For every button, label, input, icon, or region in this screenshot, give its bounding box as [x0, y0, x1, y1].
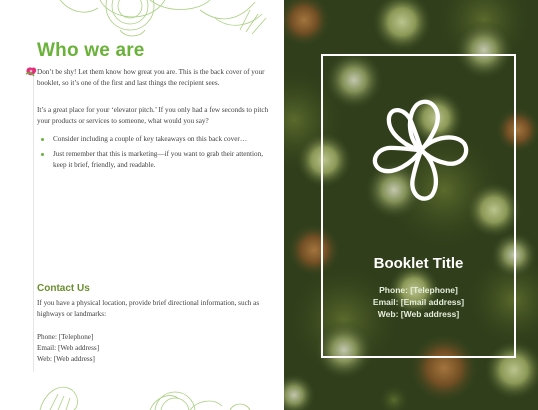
cover-email: Email: [Email address] — [372, 297, 465, 307]
margin-rule — [33, 72, 34, 372]
list-item-text: Consider including a couple of key takeaways on this back cover… — [53, 135, 248, 143]
contact-details — [37, 332, 99, 365]
page-title: Who we are — [37, 40, 145, 61]
list-item-text: Just remember that this is marketing—if you want to grab their attention, keep it brief, friendly, and readable. — [53, 150, 263, 170]
cover-phone: Phone: [Telephone] — [379, 285, 458, 295]
pitch-paragraph: It’s a great place for your ‘elevator pitch.’ If you only had a few seconds to pitch your products or services to someone, what would you say? — [37, 106, 269, 126]
contact-intro: If you have a physical location, provide brief directional information, such as highways or landmarks: — [37, 299, 260, 319]
floral-line-art-top — [0, 0, 284, 40]
bullet-dot-icon — [41, 153, 44, 156]
front-cover-panel — [284, 0, 538, 410]
bullet-dot-icon — [41, 138, 44, 141]
intro-paragraph: Don’t be shy! Let them know how great you are. This is the back cover of your booklet, so it’s one of the first and last things the recipient sees. — [37, 68, 265, 88]
list-item — [41, 134, 269, 145]
list-item — [41, 149, 269, 171]
contact-heading: Contact Us — [37, 283, 90, 294]
contact-email: Email: [Web address] — [37, 344, 100, 352]
contact-web: Web: [Web address] — [37, 355, 95, 363]
booklet-title: Booklet Title — [373, 255, 464, 272]
flower-logo-icon — [365, 94, 473, 206]
floral-line-art-bottom — [0, 372, 284, 410]
cover-web: Web: [Web address] — [377, 309, 460, 319]
contact-phone: Phone: [Telephone] — [37, 333, 94, 341]
takeaway-list — [41, 134, 269, 176]
cover-contact-details — [321, 284, 516, 320]
